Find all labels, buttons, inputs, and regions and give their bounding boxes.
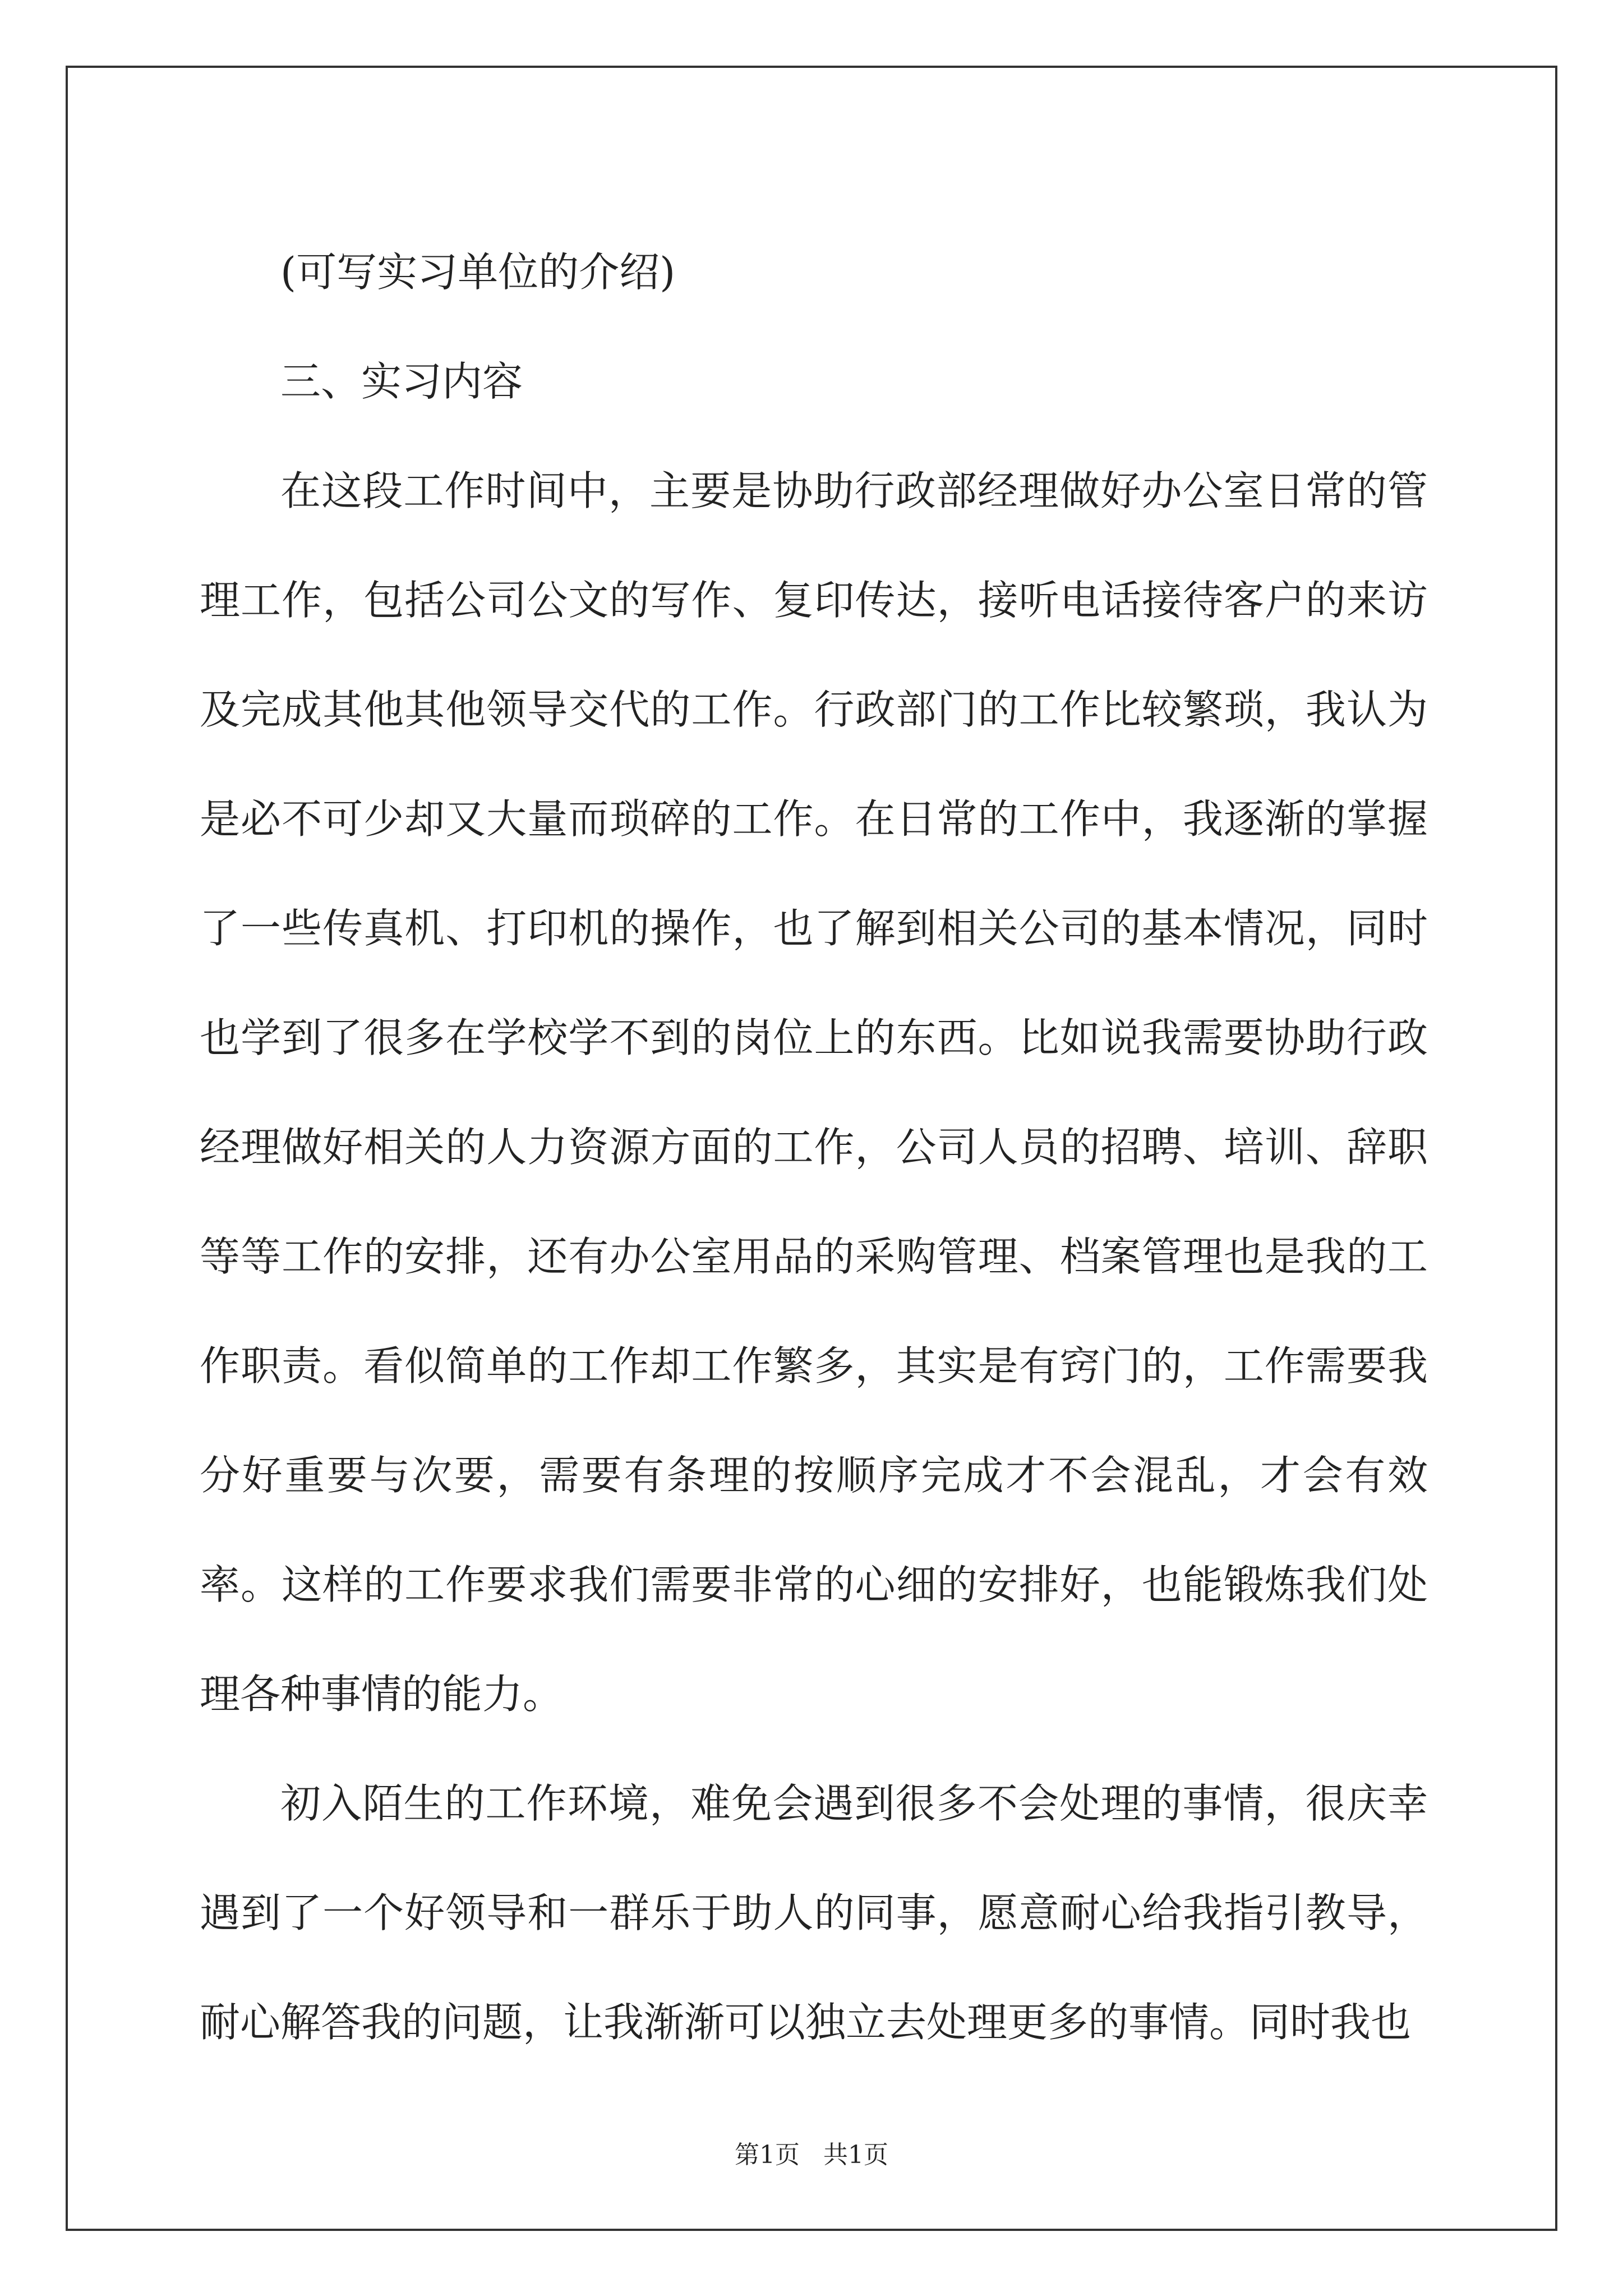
paragraph-new-environment: 初入陌生的工作环境，难免会遇到很多不会处理的事情，很庆幸遇到了一个好领导和一群乐于助人的同事，愿意耐心给我指引教导，耐心解答我的问题，让我渐渐可以独立去处理更多的事情。同时我也 <box>200 1780 1428 2046</box>
paragraph-internship-content: 在这段工作时间中，主要是协助行政部经理做好办公室日常的管理工作，包括公司公文的写作、复印传达，接听电话接待客户的来访及完成其他其他领导交代的工作。行政部门的工作比较繁琐，我认为是必不可少却又大量而琐碎的工作。在日常的工作中，我逐渐的掌握了一些传真机、打印机的操作，也了解到相关公司的基本情况，同时也学到了很多在学校学不到的岗位上的东西。比如说我需要协助行政经理做好相关的人力资源方面的工作，公司人员的招聘、培训、辞职等等工作的安排，还有办公室用品的采购管理、档案管理也是我的工作职责。看似简单的工作却工作繁多，其实是有窍门的，工作需要我分好重要与次要，需要有条理的按顺序完成才不会混乱，才会有效率。这样的工作要求我们需要非常的心细的安排好，也能锻炼我们处理各种事情的能力。 <box>200 467 1428 1718</box>
page-number-footer: 第1页 共1页 <box>735 2141 888 2169</box>
section-heading: 三、实习内容 <box>280 358 523 405</box>
paragraph-intro-note: (可写实习单位的介绍) <box>280 249 676 296</box>
document-body <box>200 218 1428 2077</box>
